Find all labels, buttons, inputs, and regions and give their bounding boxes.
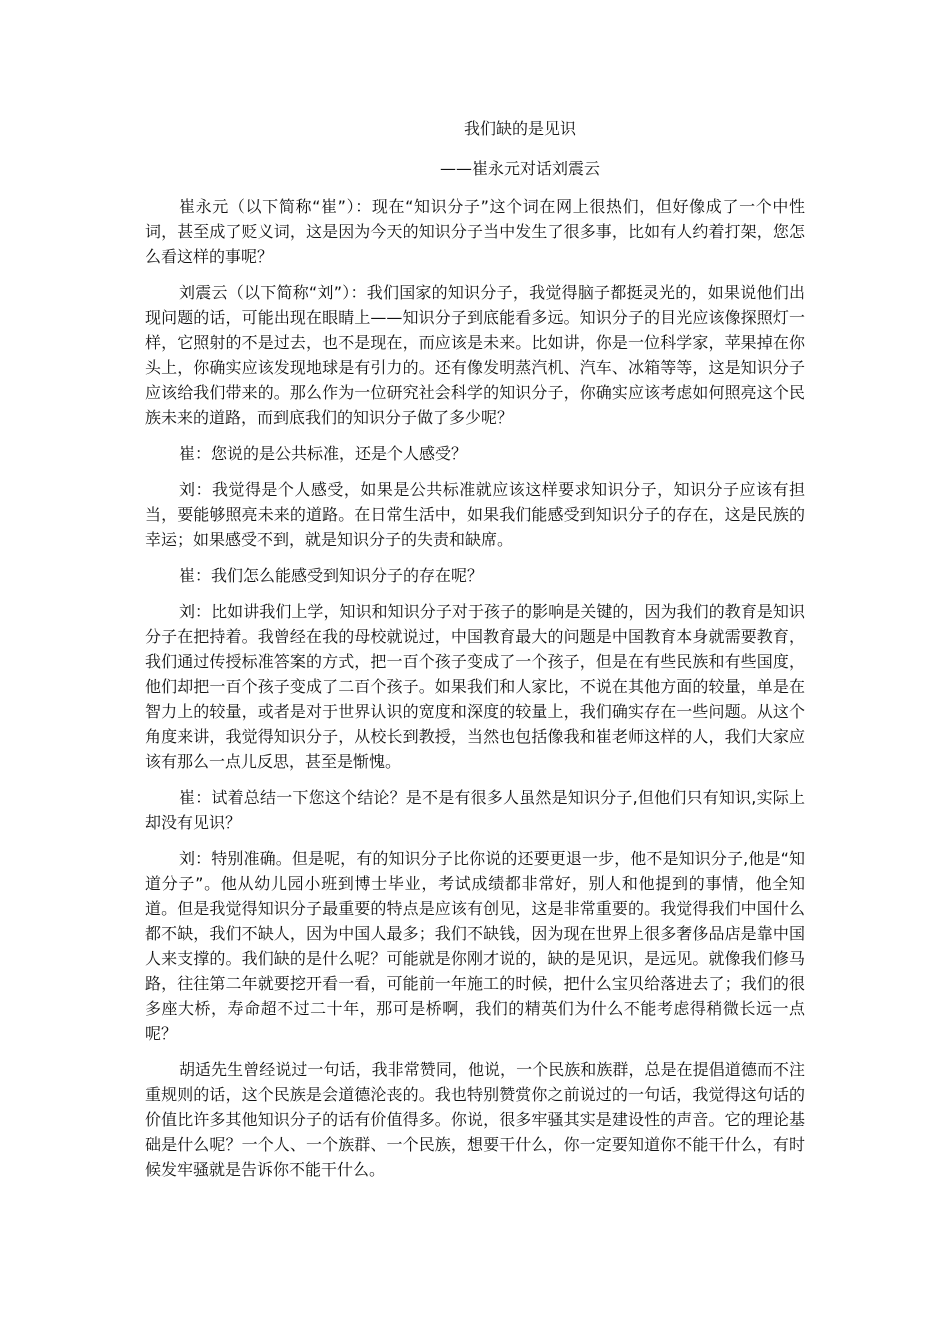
paragraph-6: 刘：比如讲我们上学，知识和知识分子对于孩子的影响是关键的，因为我们的教育是知识分子在把持着。我曾经在我的母校就说过，中国教育最大的问题是中国教育本身就需要教育，我们通过传授标准答案的方式，把一百个孩子变成了一个孩子，但是在有些民族和有些国度，他们却把一百个孩子变成了二百个孩子。如果我们和人家比，不说在其他方面的较量，单是在智力上的较量，或者是对于世界认识的宽度和深度的较量上，我们确实存在一些问题。从这个角度来讲，我觉得知识分子，从校长到教授，当然也包括像我和崔老师这样的人，我们大家应该有那么一点儿反思，甚至是惭愧。 bbox=[145, 602, 805, 771]
document-title: 我们缺的是见识 bbox=[463, 119, 576, 138]
paragraph-8: 刘：特别准确。但是呢，有的知识分子比你说的还要更退一步，他不是知识分子,他是“知道分子”。他从幼儿园小班到博士毕业，考试成绩都非常好，别人和他提到的事情，他全知道。但是我觉得知识分子最重要的特点是应该有创见，这是非常重要的。我觉得我们中国什么都不缺，我们不缺人，因为中国人最多；我们不缺钱，因为现在世界上很多奢侈品店是靠中国人来支撑的。我们缺的是什么呢？可能就是你刚才说的，缺的是见识，是远见。就像我们修马路，往往第二年就要挖开看一看，可能前一年施工的时候，把什么宝贝给落进去了；我们的很多座大桥，寿命超不过二十年，那可是桥啊，我们的精英们为什么不能考虑得稍微长远一点呢？ bbox=[145, 849, 805, 1043]
paragraph-4: 刘：我觉得是个人感受，如果是公共标准就应该这样要求知识分子，知识分子应该有担当，要能够照亮未来的道路。在日常生活中，如果我们能感受到知识分子的存在，这是民族的幸运；如果感受不到，就是知识分子的失责和缺席。 bbox=[145, 480, 805, 549]
paragraph-2: 刘震云（以下简称“刘”）：我们国家的知识分子，我觉得脑子都挺灵光的，如果说他们出现问题的话，可能出现在眼睛上——知识分子到底能看多远。知识分子的目光应该像探照灯一样，它照射的不是过去，也不是现在，而应该是未来。比如讲，你是一位科学家，苹果掉在你头上，你确实应该发现地球是有引力的。还有像发明蒸汽机、汽车、冰箱等等，这是知识分子应该给我们带来的。那么作为一位研究社会科学的知识分子，你确实应该考虑如何照亮这个民族未来的道路，而到底我们的知识分子做了多少呢？ bbox=[145, 283, 805, 427]
paragraph-3: 崔：您说的是公共标准，还是个人感受？ bbox=[179, 444, 468, 463]
document-subtitle: ——崔永元对话刘震云 bbox=[439, 159, 600, 178]
paragraph-9: 胡适先生曾经说过一句话，我非常赞同，他说，一个民族和族群，总是在提倡道德而不注重规则的话，这个民族是会道德沦丧的。我也特别赞赏你之前说过的一句话，我觉得这句话的价值比许多其他知识分子的话有价值得多。你说，很多牢骚其实是建设性的声音。它的理论基础是什么呢？一个人、一个族群、一个民族，想要干什么，你一定要知道你不能干什么，有时候发牢骚就是告诉你不能干什么。 bbox=[145, 1060, 805, 1179]
document-page bbox=[145, 118, 805, 1193]
paragraph-5: 崔：我们怎么能感受到知识分子的存在呢？ bbox=[179, 566, 484, 585]
paragraph-7: 崔：试着总结一下您这个结论？是不是有很多人虽然是知识分子,但他们只有知识,实际上却没有见识？ bbox=[145, 788, 805, 832]
paragraph-1: 崔永元（以下简称“崔”）：现在“知识分子”这个词在网上很热们，但好像成了一个中性词，甚至成了贬义词，这是因为今天的知识分子当中发生了很多事，比如有人约着打架，您怎么看这样的事呢？ bbox=[145, 197, 805, 266]
